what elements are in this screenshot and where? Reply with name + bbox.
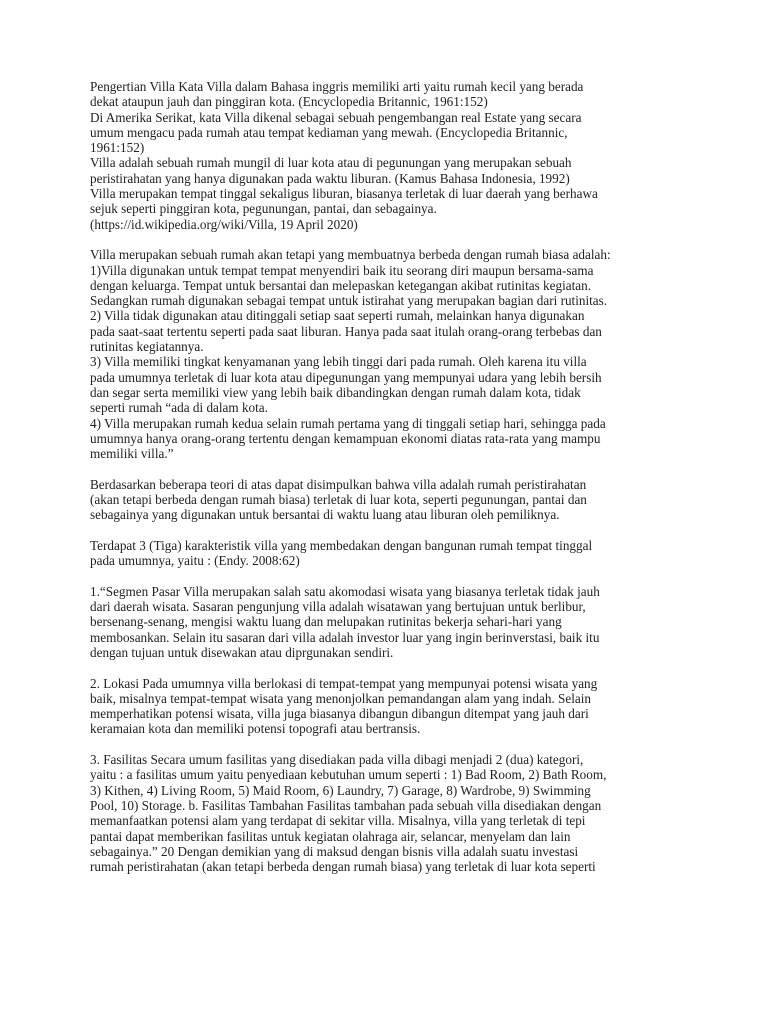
text-line: umumnya hanya orang-orang tertentu dengan kemampuan ekonomi diatas rata-rata yang mampu — [90, 430, 601, 446]
text-line: pantai dapat memberikan fasilitas untuk kegiatan olahraga air, selancar, menyelam dan lain — [90, 828, 571, 844]
text-line: dekat ataupun jauh dan pinggiran kota. (Encyclopedia Britannic, 1961:152) — [90, 94, 488, 110]
text-line: sebagainya yang digunakan untuk bersantai di waktu luang atau liburan oleh pemiliknya. — [90, 507, 560, 523]
paragraph-characteristics-intro — [90, 538, 690, 569]
text-line: Di Amerika Serikat, kata Villa dikenal sebagai sebuah pengembangan real Estate yang secara — [90, 109, 582, 125]
text-line: peristirahatan yang hanya digunakan pada waktu liburan. (Kamus Bahasa Indonesia, 1992) — [90, 170, 570, 186]
paragraph-gap — [90, 737, 690, 752]
text-line: 3) Villa memiliki tingkat kenyamanan yang lebih tinggi dari pada rumah. Oleh karena itu villa — [90, 354, 587, 370]
text-line: pada umumnya, yaitu : (Endy. 2008:62) — [90, 553, 300, 569]
text-line: Villa merupakan sebuah rumah akan tetapi yang membuatnya berbeda dengan rumah biasa adalah: — [90, 247, 611, 263]
text-line: sebagainya.” 20 Dengan demikian yang di maksud dengan bisnis villa adalah suatu investasi — [90, 843, 579, 859]
paragraph-gap — [90, 569, 690, 584]
text-line: Villa adalah sebuah rumah mungil di luar kota atau di pegunungan yang merupakan sebuah — [90, 155, 572, 171]
text-line: memanfaatkan potensi alam yang terdapat di sekitar villa. Misalnya, villa yang terletak di tepi — [90, 813, 586, 829]
text-line: memperhatikan potensi wisata, villa juga biasanya dibangun dibangun ditempat yang jauh dari — [90, 706, 589, 722]
text-line: membosankan. Selain itu sasaran dari villa adalah investor luar yang ingin berinverstasi, baik itu — [90, 629, 600, 645]
paragraph-market-segment — [90, 584, 690, 660]
document-body — [90, 79, 690, 874]
text-line: Villa merupakan tempat tinggal sekaligus liburan, biasanya terletak di luar daerah yang berhawa — [90, 186, 598, 202]
paragraph-location — [90, 676, 690, 737]
text-line: bersenang-senang, mengisi waktu luang dan melupakan rutinitas bekerja sehari-hari yang — [90, 614, 562, 630]
text-line: Terdapat 3 (Tiga) karakteristik villa yang membedakan dengan bangunan rumah tempat tinggal — [90, 537, 593, 553]
text-line: yaitu : a fasilitas umum yaitu penyediaan kebutuhan umum seperti : 1) Bad Room, 2) Bath Room, — [90, 767, 607, 783]
text-line: (https://id.wikipedia.org/wiki/Villa, 19 April 2020) — [90, 216, 358, 232]
text-line: rumah peristirahatan (akan tetapi berbeda dengan rumah biasa) yang terletak di luar kota seperti — [90, 859, 596, 875]
text-line: sejuk seperti pinggiran kota, pegunungan, pantai, dan sebagainya. — [90, 201, 437, 217]
paragraph-facilities — [90, 752, 690, 874]
text-line: Sedangkan rumah digunakan sebagai tempat untuk istirahat yang merupakan bagian dari rutinitas. — [90, 293, 608, 309]
text-line: seperti rumah “ada di dalam kota. — [90, 400, 268, 416]
text-line: 1961:152) — [90, 140, 145, 156]
text-line: 1)Villa digunakan untuk tempat tempat menyendiri baik itu seorang diri maupun bersama-sama — [90, 262, 594, 278]
text-line: 2. Lokasi Pada umumnya villa berlokasi di tempat-tempat yang mempunyai potensi wisata yang — [90, 675, 598, 691]
text-line: dengan keluarga. Tempat untuk bersantai dan melepaskan ketegangan akibat rutinitas kegiatan. — [90, 277, 592, 293]
paragraph-villa-definitions — [90, 79, 690, 232]
text-line: dengan tujuan untuk disewakan atau diprgunakan sendiri. — [90, 644, 394, 660]
text-line: rutinitas kegiatannya. — [90, 339, 204, 355]
text-line: dan segar serta memiliki view yang lebih baik dibandingkan dengan rumah dalam kota, tidak — [90, 384, 581, 400]
paragraph-gap — [90, 232, 690, 247]
text-line: (akan tetapi berbeda dengan rumah biasa) terletak di luar kota, seperti pegunungan, pantai dan — [90, 492, 587, 508]
text-line: 3. Fasilitas Secara umum fasilitas yang disediakan pada villa dibagi menjadi 2 (dua) kategori, — [90, 752, 584, 768]
text-line: pada umumnya terletak di luar kota atau dipegunungan yang mempunyai udara yang lebih bersih — [90, 369, 602, 385]
paragraph-gap — [90, 660, 690, 675]
text-line: 2) Villa tidak digunakan atau ditinggali setiap saat seperti rumah, melainkan hanya digunakan — [90, 308, 585, 324]
text-line: Pool, 10) Storage. b. Fasilitas Tambahan Fasilitas tambahan pada sebuah villa disediakan dengan — [90, 797, 602, 813]
paragraph-gap — [90, 461, 690, 476]
paragraph-villa-differences — [90, 247, 690, 461]
text-line: Pengertian Villa Kata Villa dalam Bahasa inggris memiliki arti yaitu rumah kecil yang berada — [90, 79, 584, 94]
text-line: 1.“Segmen Pasar Villa merupakan salah satu akomodasi wisata yang biasanya terletak tidak jauh — [90, 583, 600, 599]
paragraph-gap — [90, 523, 690, 538]
text-line: memiliki villa.” — [90, 446, 174, 462]
text-line: 3) Kithen, 4) Living Room, 5) Maid Room, 6) Laundry, 7) Garage, 8) Wardrobe, 9) Swimming — [90, 782, 591, 798]
text-line: dari daerah wisata. Sasaran pengunjung villa adalah wisatawan yang bertujuan untuk berlibur, — [90, 599, 586, 615]
text-line: pada saat-saat tertentu seperti pada saat liburan. Hanya pada saat itulah orang-orang terbebas dan — [90, 323, 602, 339]
text-line: baik, misalnya tempat-tempat wisata yang menonjolkan pemandangan alam yang indah. Selain — [90, 690, 591, 706]
paragraph-conclusion — [90, 477, 690, 523]
text-line: umum mengacu pada rumah atau tempat kediaman yang mewah. (Encyclopedia Britannic, — [90, 124, 568, 140]
text-line: 4) Villa merupakan rumah kedua selain rumah pertama yang di tinggali setiap hari, sehingga pada — [90, 415, 606, 431]
text-line: keramaian kota dan memiliki potensi topografi atau bertransis. — [90, 721, 421, 737]
text-line: Berdasarkan beberapa teori di atas dapat disimpulkan bahwa villa adalah rumah peristirahatan — [90, 476, 587, 492]
